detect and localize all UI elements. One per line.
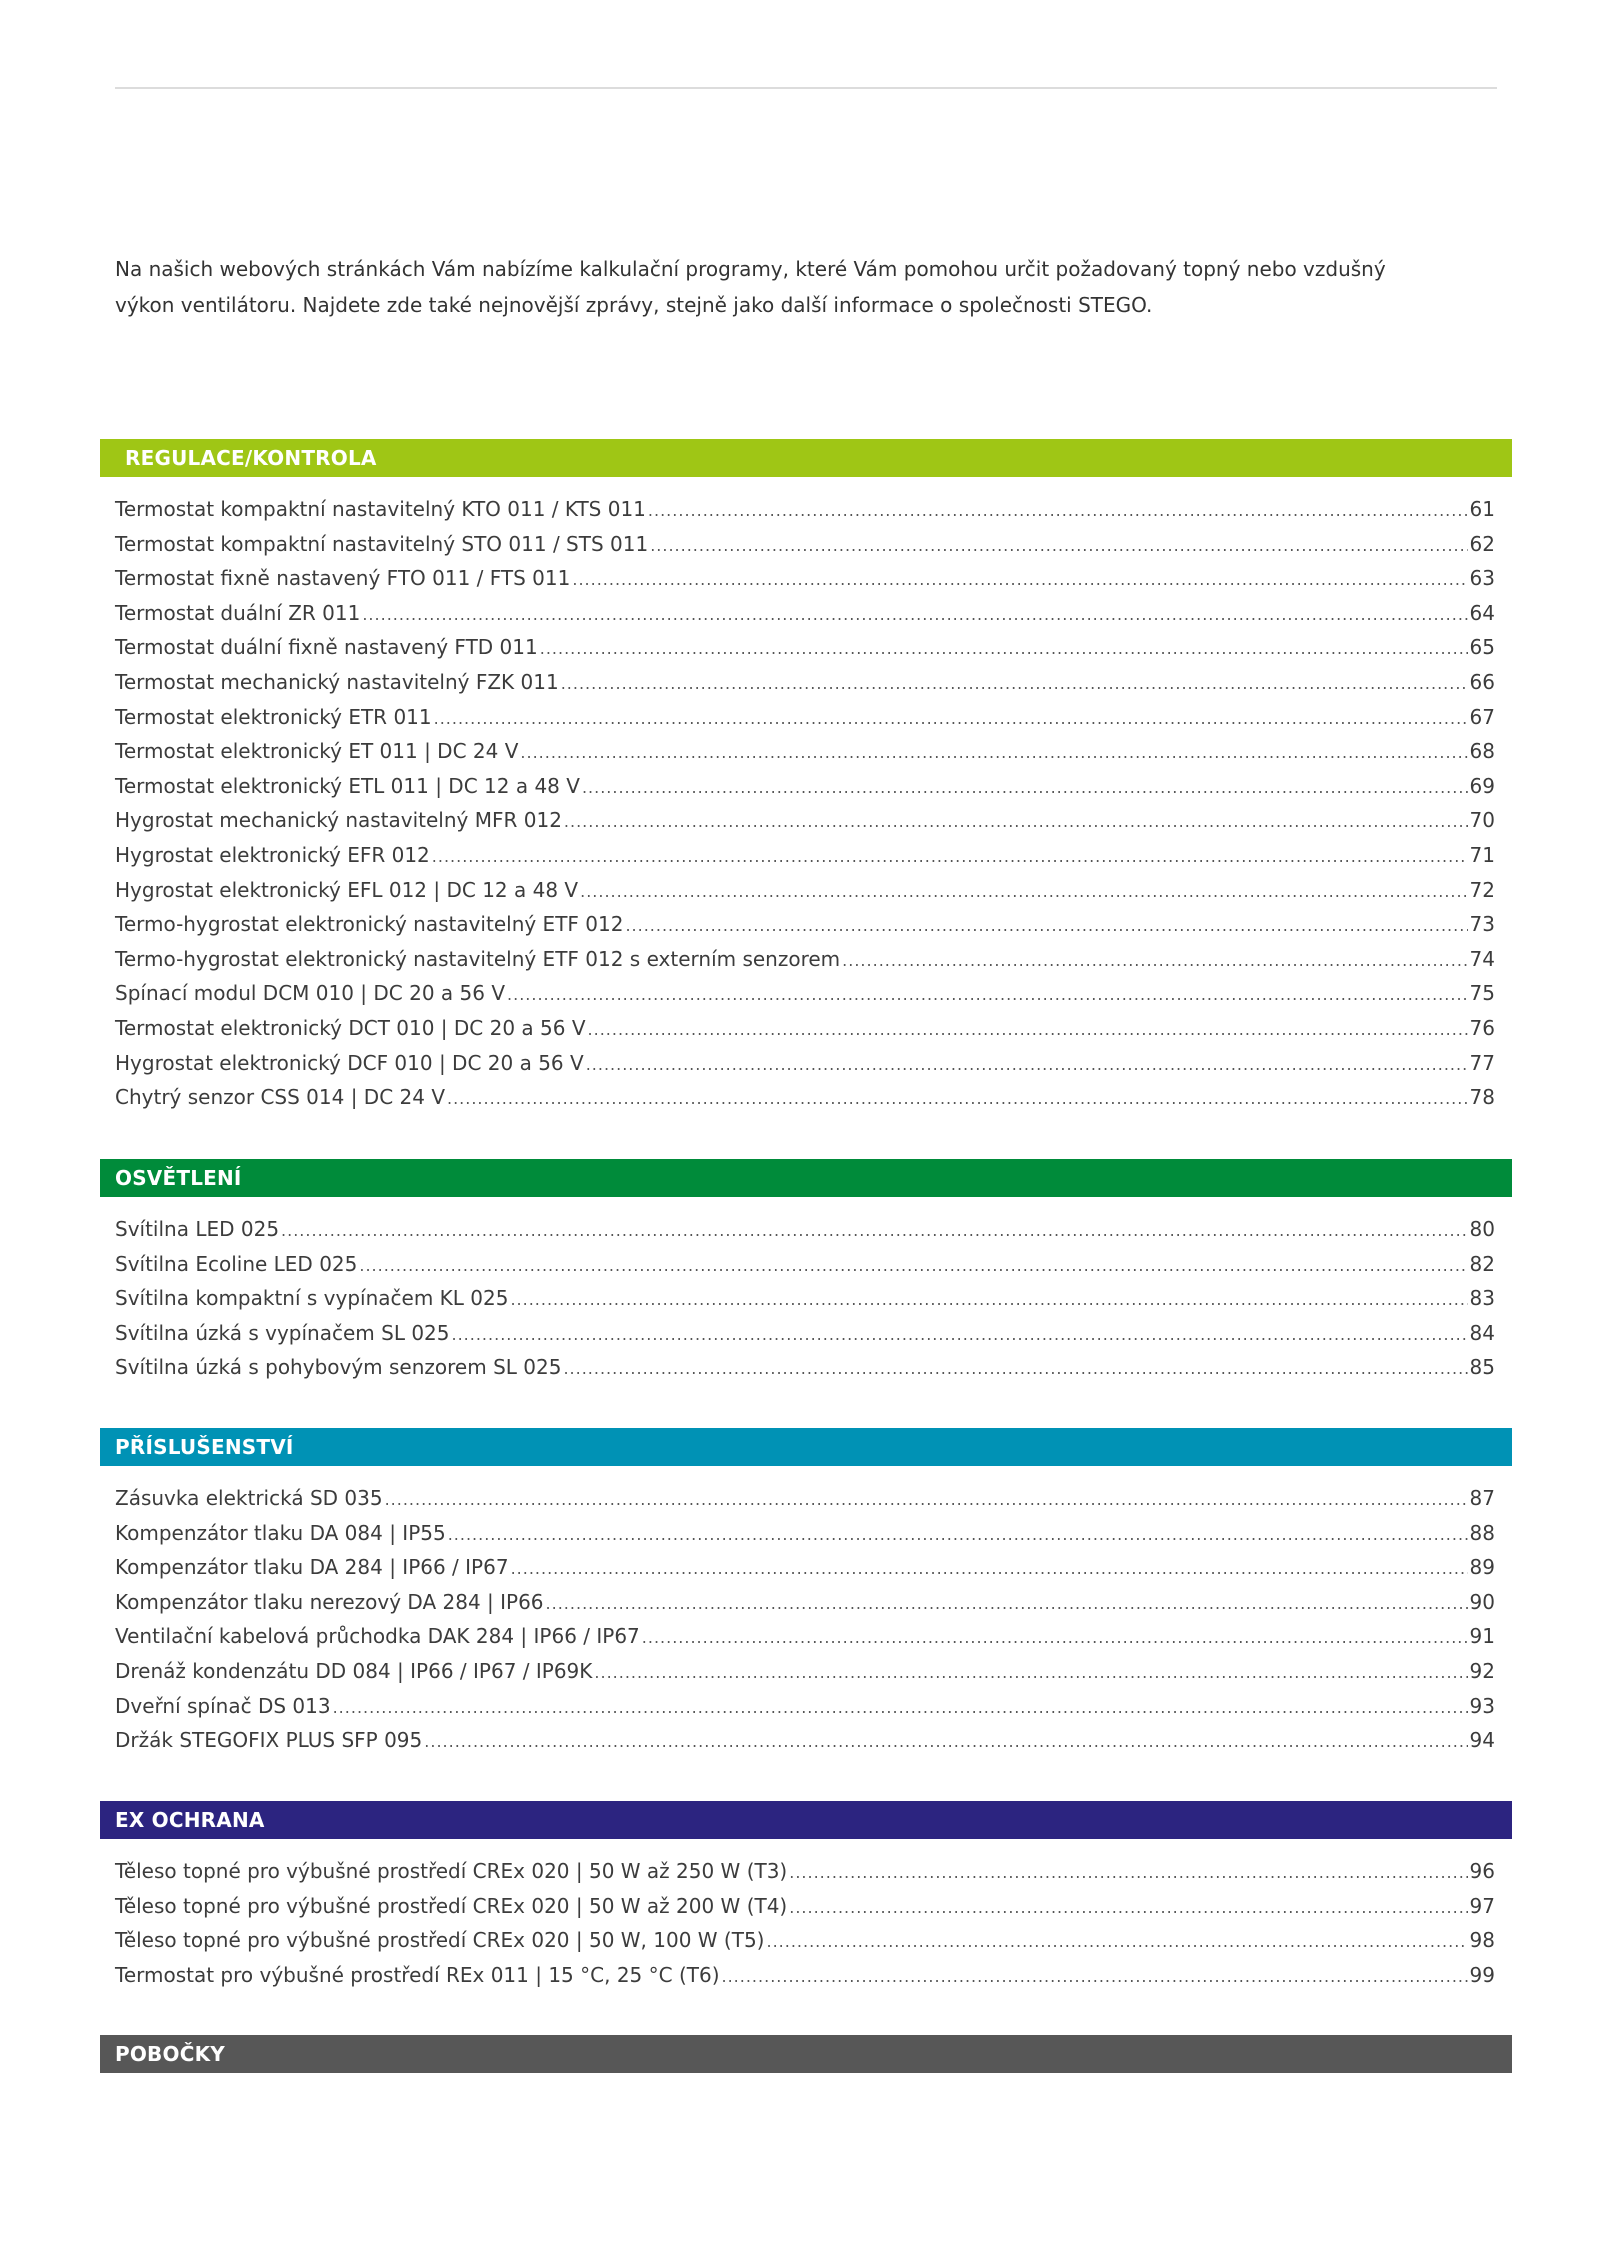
toc-entry[interactable]: Termostat elektronický ETL 011 | DC 12 a 48 V ..... 69: [115, 774, 1495, 809]
toc-entry[interactable]: Termostat pro výbušné prostředí REx 011 | 15 °C, 25 °C (T6) ..... 99: [115, 1963, 1495, 1998]
toc-entry[interactable]: Termo-hygrostat elektronický nastavitelný ETF 012 s externím senzorem ..... 74: [115, 947, 1495, 982]
toc-entry[interactable]: Termo-hygrostat elektronický nastavitelný ETF 012 ..... 73: [115, 912, 1495, 947]
toc-entry[interactable]: Termostat elektronický DCT 010 | DC 20 a 56 V ..... 76: [115, 1016, 1495, 1051]
section-regulace: [100, 439, 1512, 1120]
section-pobocky: [100, 2035, 1512, 2073]
toc-list-prislusenstvi: [100, 1486, 1512, 1763]
toc-entry[interactable]: Hygrostat mechanický nastavitelný MFR 012 ..... 70: [115, 808, 1495, 843]
toc-entry[interactable]: Svítilna kompaktní s vypínačem KL 025 ..... 83: [115, 1286, 1495, 1321]
toc-entry[interactable]: Hygrostat elektronický EFL 012 | DC 12 a 48 V ..... 72: [115, 878, 1495, 913]
section-header-ex-ochrana: EX OCHRANA: [100, 1801, 1512, 1839]
toc-entry[interactable]: Termostat fixně nastavený FTO 011 / FTS 011 ..... 63: [115, 566, 1495, 601]
toc-entry[interactable]: Termostat duální fixně nastavený FTD 011 ..... 65: [115, 635, 1495, 670]
toc-entry[interactable]: Dveřní spínač DS 013 ..... 93: [115, 1694, 1495, 1729]
section-header-prislusenstvi: PŘÍSLUŠENSTVÍ: [100, 1428, 1512, 1466]
section-header-pobocky: POBOČKY: [100, 2035, 1512, 2073]
toc-entry[interactable]: Držák STEGOFIX PLUS SFP 095 ..... 94: [115, 1728, 1495, 1763]
toc-entry[interactable]: Zásuvka elektrická SD 035 ..... 87: [115, 1486, 1495, 1521]
section-prislusenstvi: [100, 1428, 1512, 1763]
toc-entry[interactable]: Hygrostat elektronický EFR 012 ..... 71: [115, 843, 1495, 878]
section-ex-ochrana: [100, 1801, 1512, 1997]
toc-entry[interactable]: Svítilna úzká s vypínačem SL 025 ..... 84: [115, 1321, 1495, 1356]
section-osvetleni: [100, 1159, 1512, 1390]
intro-text: Na našich webových stránkách Vám nabízíme kalkulační programy, které Vám pomohou určit požadovaný topný nebo vzdušný výkon ventilátoru. Najdete zde také nejnovější zprávy, stejně jako další informace o společnosti STEGO.: [115, 257, 1386, 317]
toc-entry[interactable]: Termostat mechanický nastavitelný FZK 011 ..... 66: [115, 670, 1495, 705]
toc-entry[interactable]: Těleso topné pro výbušné prostředí CREx 020 | 50 W až 200 W (T4) ..... 97: [115, 1894, 1495, 1929]
toc-entry[interactable]: Kompenzátor tlaku DA 084 | IP55 ..... 88: [115, 1521, 1495, 1556]
section-header-regulace: REGULACE/KONTROLA: [100, 439, 1512, 477]
toc-list-osvetleni: [100, 1217, 1512, 1390]
toc-entry[interactable]: Termostat elektronický ETR 011 ..... 67: [115, 705, 1495, 740]
toc-entry[interactable]: Těleso topné pro výbušné prostředí CREx 020 | 50 W, 100 W (T5) ..... 98: [115, 1928, 1495, 1963]
section-header-osvetleni: OSVĚTLENÍ: [100, 1159, 1512, 1197]
toc-entry[interactable]: Termostat duální ZR 011 ..... 64: [115, 601, 1495, 636]
toc-entry[interactable]: Chytrý senzor CSS 014 | DC 24 V ..... 78: [115, 1085, 1495, 1120]
toc-entry[interactable]: Hygrostat elektronický DCF 010 | DC 20 a 56 V ..... 77: [115, 1051, 1495, 1086]
toc-entry[interactable]: Svítilna úzká s pohybovým senzorem SL 025 ..... 85: [115, 1355, 1495, 1390]
toc-entry[interactable]: Spínací modul DCM 010 | DC 20 a 56 V ..... 75: [115, 981, 1495, 1016]
toc-entry[interactable]: Kompenzátor tlaku nerezový DA 284 | IP66 ..... 90: [115, 1590, 1495, 1625]
toc-entry[interactable]: Těleso topné pro výbušné prostředí CREx 020 | 50 W až 250 W (T3) ..... 96: [115, 1859, 1495, 1894]
top-divider: [115, 87, 1497, 89]
toc-entry[interactable]: Termostat kompaktní nastavitelný STO 011 / STS 011 ..... 62: [115, 532, 1495, 567]
toc-entry[interactable]: Termostat elektronický ET 011 | DC 24 V ..... 68: [115, 739, 1495, 774]
toc-list-ex-ochrana: [100, 1859, 1512, 1997]
toc-entry[interactable]: Drenáž kondenzátu DD 084 | IP66 / IP67 / IP69K ..... 92: [115, 1659, 1495, 1694]
toc-entry[interactable]: Termostat kompaktní nastavitelný KTO 011 / KTS 011 ..... 61: [115, 497, 1495, 532]
toc-entry[interactable]: Svítilna Ecoline LED 025 ..... 82: [115, 1252, 1495, 1287]
toc-entry[interactable]: Kompenzátor tlaku DA 284 | IP66 / IP67 ..... 89: [115, 1555, 1495, 1590]
toc-entry[interactable]: Svítilna LED 025 ..... 80: [115, 1217, 1495, 1252]
toc-list-regulace: [100, 497, 1512, 1120]
toc-entry[interactable]: Ventilační kabelová průchodka DAK 284 | IP66 / IP67 ..... 91: [115, 1624, 1495, 1659]
